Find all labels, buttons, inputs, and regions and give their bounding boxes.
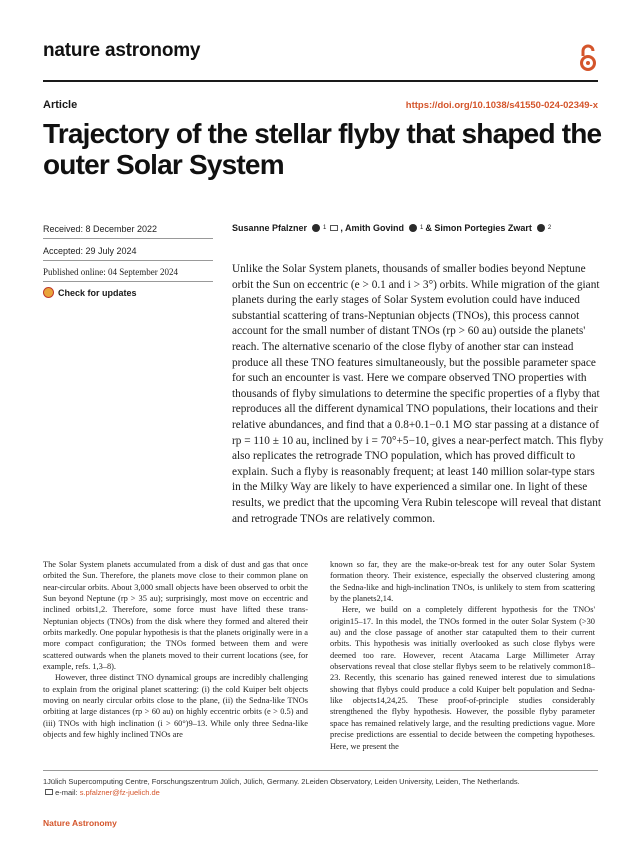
author-name[interactable]: Susanne Pfalzner [232,223,308,233]
footnote-rule [43,770,598,771]
email-icon [45,789,53,795]
affiliation-sup: 1 [420,225,424,231]
body-paragraph: known so far, they are the make-or-break test for any outer Solar System formation theory. Their existence, especially the observed clustering among the Sedna-like and high-inclination TNOs, is unlikely to stem from scattering by the planets2,14. [330,560,595,604]
orcid-icon[interactable] [312,224,320,232]
check-updates-label: Check for updates [58,287,137,298]
footer-journal: Nature Astronomy [43,818,117,828]
check-updates-button[interactable] [43,287,137,298]
doi-link[interactable]: https://doi.org/10.1038/s41550-024-02349-x [405,100,598,111]
author-name[interactable]: , Amith Govind [340,223,405,233]
journal-name: nature astronomy [43,40,201,61]
published-date: Published online: 04 September 2024 [43,267,178,277]
orcid-icon[interactable] [537,224,545,232]
email-link[interactable]: s.pfalzner@fz-juelich.de [79,788,160,797]
article-title: Trajectory of the stellar flyby that shaped the outer Solar System [43,118,602,180]
open-access-icon [578,44,598,72]
meta-divider [43,238,213,239]
body-paragraph: However, three distinct TNO dynamical groups are incredibly challenging to explain from the original planet scattering: (i) the cold Kuiper belt objects moving on nearly circular orbits close to the plane, (ii) the Sedna-like TNOs orbiting at large distances (rp > 60 au) on highly eccentric orbits (e > 0.5) and (iii) TNOs with high inclination (i > 60°)9–13. While only three Sedna-like objects and few highly inclined TNOs are [43,673,308,740]
correspondence [43,787,603,798]
footnote [43,776,603,798]
body-column-right [330,559,595,752]
received-date: Received: 8 December 2022 [43,224,158,234]
email-icon[interactable] [330,225,338,231]
body-paragraph: Here, we build on a completely different hypothesis for the TNOs' origin15–17. In this model, the TNOs formed in the outer Solar System (>30 au) and the close passage of another star catapulted them to their current orbits. This hypothesis was initially overlooked as such close flybys were deemed too rare. However, recent Atacama Large Millimeter Array observations reveal that close stellar flybys seem to be relatively common18–23. Recently, this scenario has gained renewed interest due to simulations showing that flybys could produce a cold Kuiper belt population and Sedna-like objects14,24,25. These proof-of-principle studies considerably strengthened the flyby hypothesis. However, the possible flyby parameter space has remained relatively large, and the resulting predictions vague. More precise predictions are essential to decide between the competing hypotheses. Here, we present the [330,605,595,751]
affiliation-sup: 1 [323,225,327,231]
orcid-icon[interactable] [409,224,417,232]
email-label: e-mail: [55,788,80,797]
abstract: Unlike the Solar System planets, thousands of smaller bodies beyond Neptune orbit the Sun on eccentric (e > 0.1 and i > 3°) orbits. While migration of the giant planets during the early stages of Solar System evolution could have induced substantial scattering of trans-Neptunian objects (TNOs), this process cannot account for the small number of distant TNOs (rp > 60 au) outside the planets' reach. The alternative scenario of the close flyby of another star can instead produce all these TNO features simultaneously, but the possible parameter space for such an encounter is vast. Here we compare observed TNO properties with thousands of flyby simulations to determine the specific properties of a flyby that reproduces all the different dynamical TNO populations, their locations and their relative abundances, and find that a 0.8+0.1−0.1 M⊙ star passing at a distance of rp = 110 ± 10 au, inclined by i = 70°+5−10, gives a near-perfect match. This flyby also replicates the retrograde TNO population, which has proved difficult to explain. Such a flyby is reasonably frequent; at least 140 million solar-type stars in the Milky Way are likely to have experienced a similar one. In light of these results, we predict that the upcoming Vera Rubin telescope will reveal that distant and retrograde TNOs are relatively common. [232,263,604,525]
affiliations: 1Jülich Supercomputing Centre, Forschungszentrum Jülich, Jülich, Germany. 2Leiden Observatory, Leiden University, Leiden, The Netherlands. [43,777,520,786]
meta-divider [43,260,213,261]
author-name[interactable]: & Simon Portegies Zwart [425,223,532,233]
accepted-date: Accepted: 29 July 2024 [43,246,137,256]
author-list [232,223,551,233]
body-paragraph: The Solar System planets accumulated from a disk of dust and gas that once orbited the Sun. Therefore, the planets move close to their common plane on near-circular orbits. About 3,000 small objects have been observed to orbit the Sun beyond Neptune (rp > 35 au); surprisingly, most move on eccentric and inclined orbits1,2. Therefore, some force must have lifted these trans-Neptunian objects (TNOs) from the disk where they formed and altered their orbits markedly. One popular hypothesis is that the planets originally were in a more compact configuration; the TNOs formed between them and were scattered outwards when the planets moved to their current locations (see, for example, refs. 1,3–8). [43,560,308,672]
article-type: Article [43,99,78,111]
check-updates-icon [43,287,54,298]
body-column-left [43,559,308,741]
header-rule [43,80,598,82]
meta-divider [43,281,213,282]
affiliation-sup: 2 [547,225,552,231]
